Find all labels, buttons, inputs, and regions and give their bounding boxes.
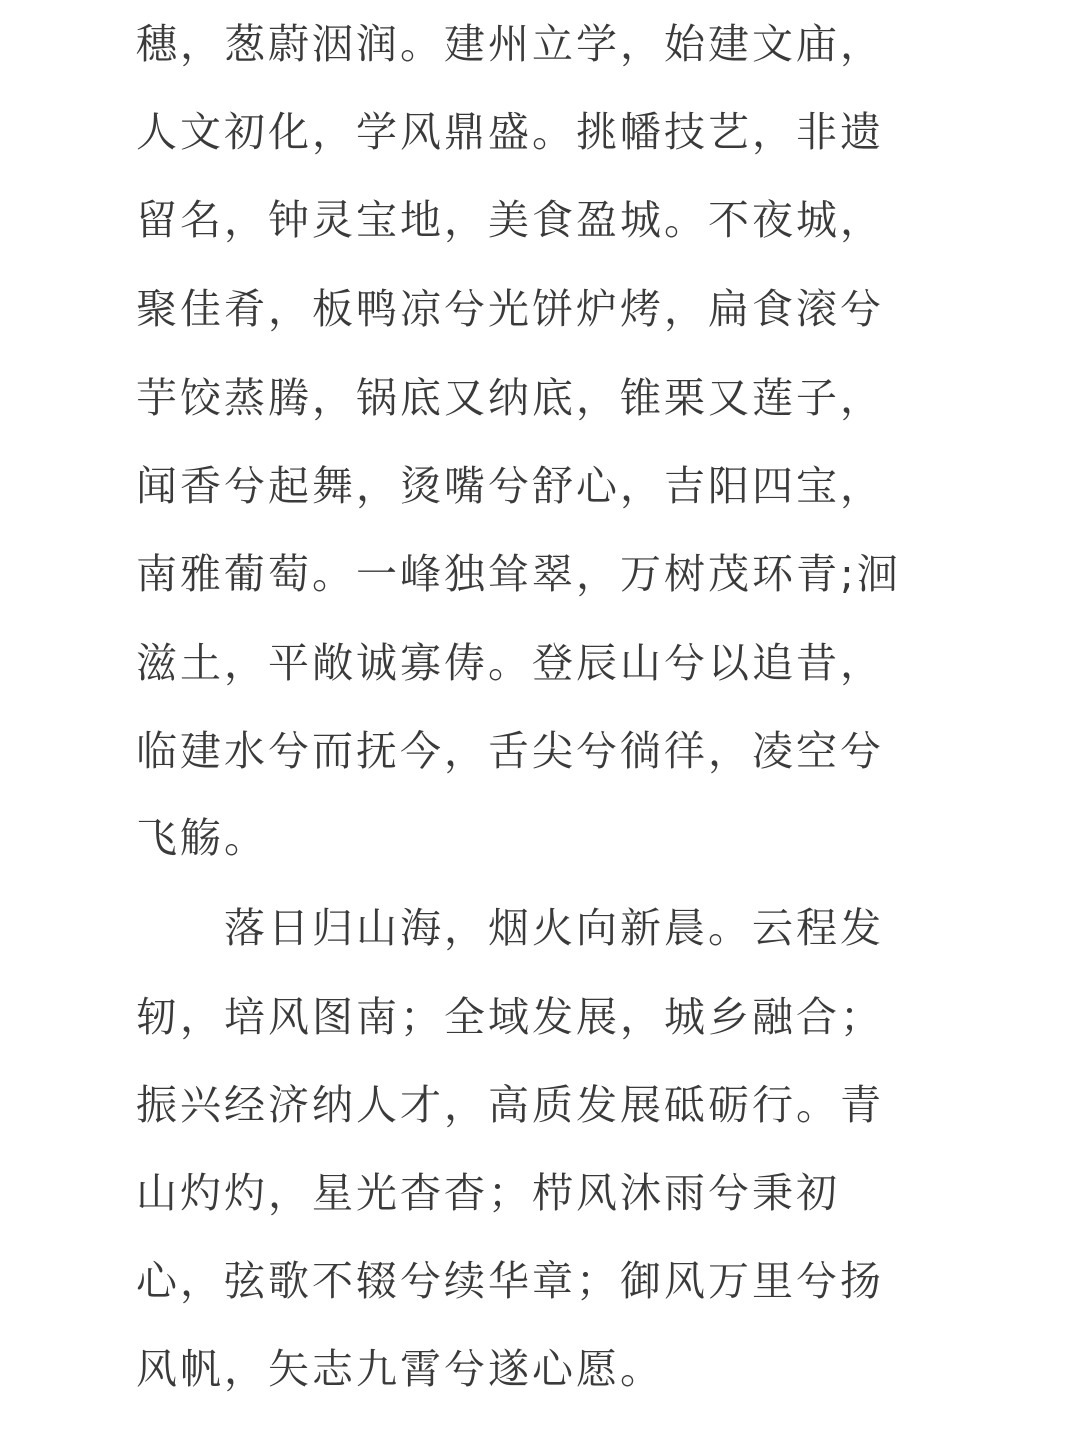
- paragraph-2-line-4: 山灼灼，星光杳杳；栉风沐雨兮秉初: [136, 1169, 840, 1217]
- paragraph-1-line-5: 芋饺蒸腾，锅底又纳底，锥栗又莲子，: [136, 374, 884, 422]
- paragraph-1-line-6: 闻香兮起舞，烫嘴兮舒心，吉阳四宝，: [136, 462, 884, 510]
- paragraph-2-line-3: 振兴经济纳人才，高质发展砥砺行。青: [136, 1081, 884, 1129]
- paragraph-1-line-7: 南雅葡萄。一峰独耸翠，万树茂环青;洄: [136, 550, 901, 598]
- paragraph-2-line-2: 轫，培风图南；全域发展，城乡融合；: [136, 993, 884, 1041]
- paragraph-1-line-10: 飞觞。: [136, 814, 268, 862]
- paragraph-2-line-1: 落日归山海，烟火向新晨。云程发: [224, 904, 884, 952]
- paragraph-2-line-5: 心，弦歌不辍兮续华章；御风万里兮扬: [136, 1257, 884, 1305]
- paragraph-1-line-2: 人文初化，学风鼎盛。挑幡技艺，非遗: [136, 108, 884, 156]
- paragraph-1-line-3: 留名，钟灵宝地，美食盈城。不夜城，: [136, 196, 884, 244]
- paragraph-1-line-9: 临建水兮而抚今，舌尖兮徜徉，凌空兮: [136, 727, 884, 775]
- paragraph-1-line-1: 穗，葱蔚洇润。建州立学，始建文庙，: [136, 20, 884, 68]
- paragraph-1-line-8: 滋土，平敞诚寡俦。登辰山兮以追昔，: [136, 639, 884, 687]
- paragraph-2-line-6: 风帆，矢志九霄兮遂心愿。: [136, 1345, 664, 1393]
- paragraph-1-line-4: 聚佳肴，板鸭凉兮光饼炉烤，扁食滚兮: [136, 285, 884, 333]
